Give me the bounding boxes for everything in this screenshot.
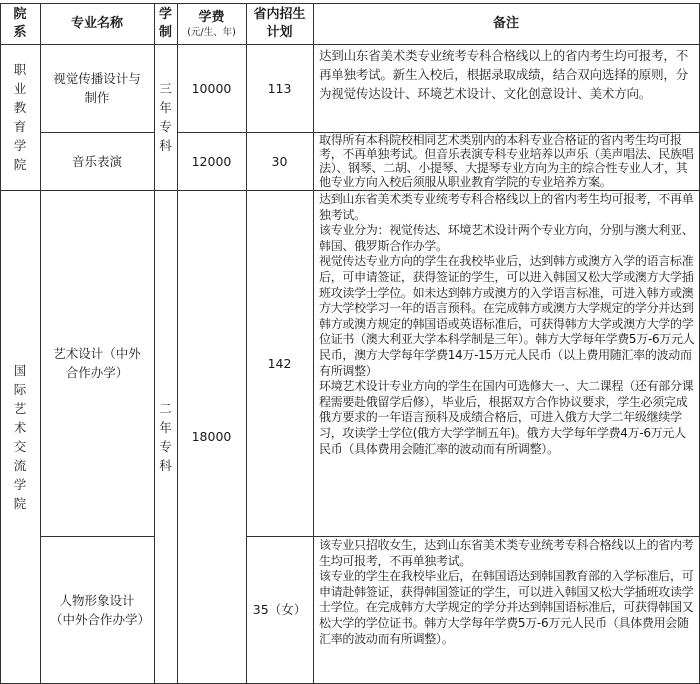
major-cell — [40, 132, 154, 190]
fee-value: 10000 — [191, 80, 232, 96]
plan-cell — [246, 132, 313, 190]
header-plan-cell — [246, 3, 313, 44]
notes-paragraph: 达到山东省美术类专业统考专科合格线以上的省内考生均可报考，不再单独考试。新生入校后，根据录取成绩，结合双向选择的原则，分为视觉传达设计、环境艺术设计、文化创意设计、美术方向。 — [319, 48, 689, 101]
header-major: 专业名称 — [70, 16, 123, 31]
school-international-art-exchange: 国际艺术交流学院 — [13, 362, 27, 511]
notes-paragraph: 环境艺术设计专业方向的学生在国内可选修大一、大二课程（还有部分课程需要赴俄留学后修），毕业后，根据双方合作协议要求，学生必须完成俄方要求的一年语言预科及成绩合格后，可进入俄方大学二年级继续学习，攻读学士学位(俄方大学学制五年)。俄方大学每年学费4万-6万元人民币（具体费用会随汇率的波动而有所调整）。 — [319, 379, 694, 456]
header-school-cell — [0, 3, 40, 44]
notes-paragraph: 视觉传达专业方向的学生在我校毕业后，达到韩方或澳方入学的语言标准后，可申请签证，获得签证的学生，可以进入韩国又松大学或澳方大学插班攻读学士学位。如未达到韩方或澳方的入学语言标准，可进入韩方或澳方大学校学习一年的语言预科。在完成韩方或澳方大学规定的学分并达到韩方或澳方规定的韩国语或英语标准后，可获得韩方大学或澳方大学的学位证书（澳大利亚大学本科学制是三年）。韩方大学每年学费5万-6万元人民币，澳方大学每年学费14万-15万元人民币（以上费用随汇率的波动而有所调整） — [319, 254, 695, 378]
major-cell — [40, 44, 154, 132]
header-major-cell — [40, 3, 154, 44]
notes-cell — [313, 44, 699, 132]
duration-cell — [154, 44, 177, 190]
plan-value: 35（女） — [252, 602, 307, 617]
duration-three-year: 三年专科 — [159, 81, 172, 153]
header-notes-cell — [313, 3, 699, 44]
fee-cell — [177, 132, 246, 190]
major-music-performance: 音乐表演 — [71, 153, 122, 169]
notes-paragraph: 取得所有本科院校相同艺术类别内的本科专业合格证的省内考生均可报考，不再单独考试。但音乐表演专科专业培养以声乐（美声唱法、民族唱法）、钢琴、二胡、小提琴、大提琴专业方向为主的综合性专业人才，其他专业方向入校后须服从职业教育学院的专业培养方案。 — [319, 133, 694, 189]
notes-paragraph: 该专业只招收女生，达到山东省美术类专业统考专科合格线以上的省内考生均可报考，不再单独考试。 — [319, 538, 694, 568]
header-fee-unit: (元/生、年) — [187, 27, 236, 38]
major-cell — [40, 536, 154, 683]
header-fee: 学费 — [198, 10, 225, 25]
notes-paragraph: 该专业分为：视觉传达、环境艺术设计两个专业方向，分别与澳大利亚、韩国、俄罗斯合作办学。 — [319, 223, 694, 253]
header-duration-cell — [154, 3, 177, 44]
major-art-design-joint: 艺术设计（中外合作办学） — [53, 346, 141, 380]
notes-paragraph: 达到山东省美术类专业统考专科合格线以上的省内考生均可报考，不再单独考试。 — [319, 192, 694, 222]
header-notes: 备注 — [492, 16, 519, 31]
plan-cell — [246, 536, 313, 683]
plan-value: 142 — [267, 355, 292, 371]
major-cell — [40, 190, 154, 536]
duration-two-year: 二年专科 — [159, 400, 172, 473]
notes-cell — [313, 190, 699, 536]
school-cell — [0, 190, 40, 683]
fee-value: 12000 — [191, 153, 232, 169]
header-plan: 省内招生计划 — [253, 6, 306, 40]
notes-cell — [313, 536, 699, 683]
header-duration: 学制 — [158, 6, 172, 40]
notes-cell — [313, 132, 699, 190]
fee-value: 18000 — [191, 429, 232, 444]
fee-cell — [177, 190, 246, 683]
fee-cell — [177, 44, 246, 132]
school-cell — [0, 44, 40, 190]
header-fee-cell — [177, 3, 246, 44]
duration-cell — [154, 190, 177, 683]
plan-cell — [246, 190, 313, 536]
header-school: 院系 — [13, 6, 27, 40]
school-vocational-education: 职业教育学院 — [13, 62, 27, 172]
major-visual-communication: 视觉传播设计与制作 — [53, 71, 141, 105]
notes-paragraph: 该专业的学生在我校毕业后，在韩国语达到韩国教育部的入学标准后，可申请赴韩签证，获得韩国签证的学生，可以进入韩国又松大学插班攻读学士学位。在完成韩方大学规定的学分并达到韩国语标准后，可获得韩国又松大学的学位证书。韩方大学每年学费5万-6万元人民币（具体费用会随汇率的波动而有所调整）。 — [319, 569, 694, 646]
plan-value: 30 — [271, 153, 288, 169]
major-image-design-joint: 人物形象设计（中外合作办学） — [50, 592, 151, 627]
plan-value: 113 — [267, 80, 292, 96]
plan-cell — [246, 44, 313, 132]
